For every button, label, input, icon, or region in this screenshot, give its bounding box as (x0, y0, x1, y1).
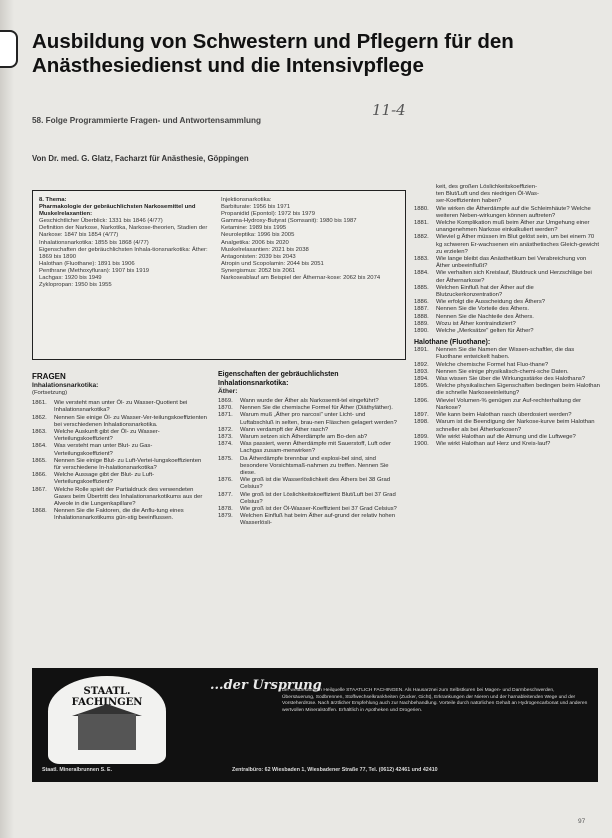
question-item (218, 441, 398, 455)
question-number: 1883. (414, 256, 429, 263)
topic-line: Geschichtlicher Überblick: 1331 bis 1846 (4/77) (39, 218, 163, 225)
topic-line: Muskelrelaxantien: 2021 bis 2038 (221, 246, 309, 253)
question-number: 1869. (218, 398, 233, 404)
question-item (32, 458, 208, 472)
question-text: Welche Aussage gibt der Blut- zu Luft-Verteilungskoeffizient? (54, 472, 155, 486)
questions-heading: FRAGEN (32, 372, 66, 381)
question-item (414, 362, 600, 369)
topic-box-left (39, 197, 219, 289)
question-number: 1897. (414, 412, 429, 419)
question-text: Wie groß ist die Wasserlöslichkeit des Äthers bei 38 Grad Celsius? (240, 477, 391, 491)
topic-subheading: Pharmakologie der gebräuchlichsten Narkosemittel und Muskelrelaxantien: (39, 204, 196, 218)
binder-tab-icon (0, 30, 18, 68)
question-text: Wie groß ist der Öl-Wasser-Koeffizient bei 37 Grad Celsius? (240, 506, 397, 513)
page-number: 97 (578, 818, 586, 825)
question-item (32, 415, 208, 429)
question-text: Welche Rolle spielt der Partialdruck des verwendeten Gases beim Übertritt des Inhalationsnarkotikums aus der Alveole in die Lungenkapillare? (54, 486, 203, 508)
question-number: 1889. (414, 320, 429, 327)
question-item (414, 347, 600, 361)
continued-line: ser-Koeffizienten haben? (436, 198, 502, 205)
question-text: Nennen Sie die Vorteile des Äthers. (436, 306, 529, 313)
question-text: Wie lange bleibt das Anästhetikum bei Verabreichung von Äther unbeeinflußt? (436, 256, 587, 270)
question-text: Wie wirkt Halothan auf Herz und Kreis-lauf? (436, 440, 551, 447)
question-text: Welche physikalischen Eigenschaften bedingen beim Halothan die schnelle Narkoseeinleitung? (436, 383, 600, 397)
question-item (414, 234, 600, 256)
ad-footer-right: Zentralbüro: 62 Wiesbaden 1, Wiesbadener Straße 77, Tel. (0612) 42461 und 42410 (232, 767, 438, 773)
question-number: 1878. (218, 506, 233, 513)
question-number: 1886. (414, 299, 429, 306)
topic-line: Atropin und Scopolamin: 2044 bis 2051 (221, 260, 324, 267)
question-text: Nennen Sie die Namen der Wissen-schaftler, die das Fluothane entwickelt haben. (436, 347, 575, 361)
question-text: Wie erfolgt die Ausscheidung des Äthers? (436, 299, 546, 306)
question-number: 1864. (32, 443, 47, 450)
topic-line: Propanidid (Epontol): 1972 bis 1979 (221, 211, 315, 218)
question-item (414, 412, 600, 419)
question-item (218, 492, 398, 506)
question-text: Nennen Sie die chemische Formel für Äther (Diäthyläther). (240, 405, 393, 412)
question-text: Wie groß ist der Löslichkeitskoeffizient Blut/Luft bei 37 Grad Celsius? (240, 491, 396, 505)
topic-line: Injektionsnarkotika: (221, 197, 272, 203)
fachingen-logo (48, 676, 166, 764)
question-text: Wie wirkt Halothan auf die Atmung und die Luftwege? (436, 433, 576, 440)
series-line: 58. Folge Programmierte Fragen- und Antwortensammlung (32, 116, 261, 125)
question-text: Wie verhalten sich Kreislauf, Blutdruck und Herzschläge bei der Äthernarkose? (436, 270, 592, 284)
topic-line: Lachgas: 1920 bis 1949 (39, 275, 102, 282)
question-number: 1872. (218, 426, 233, 433)
topic-line: Gamma-Hydroxy-Butyrat (Somsanit): 1980 bis 1987 (221, 218, 357, 225)
question-item (414, 314, 600, 321)
question-number: 1882. (414, 234, 429, 241)
question-number: 1893. (414, 368, 429, 375)
page-edge-shadow (0, 0, 14, 838)
advertisement (32, 668, 598, 782)
question-number: 1863. (32, 429, 47, 436)
section-heading: Eigenschaften der gebräuchlichsten Inhalationsnarkotika: (218, 371, 339, 387)
question-item (414, 398, 600, 412)
question-number: 1880. (414, 205, 429, 212)
question-item (414, 369, 600, 376)
column-3 (414, 184, 600, 448)
question-item (414, 256, 600, 270)
question-text: Wieviel g Äther müssen im Blut gelöst sein, um bei einem 70 kg schweren Er-wachsenen ein anästhetisches Gleich-gewicht zu erzielen? (436, 234, 600, 255)
topic-line: Halothan (Fluothane): 1891 bis 1906 (39, 260, 135, 267)
question-text: Welche Auskunft gibt der Öl- zu Wasser-Verteilungskoeffizient? (54, 429, 160, 443)
question-number: 1873. (218, 434, 233, 441)
question-number: 1899. (414, 433, 429, 440)
question-number: 1871. (218, 412, 233, 419)
topic-line: Neuroleptika: 1996 bis 2005 (221, 232, 295, 239)
ad-slogan: ...der Ursprung (210, 678, 322, 693)
topic-line: Inhalationsnarkotika: 1855 bis 1868 (4/77) (39, 239, 149, 246)
question-number: 1868. (32, 508, 47, 515)
question-text: Wann verdampft der Äther rasch? (240, 426, 329, 433)
ad-footer-left: Staatl. Mineralbrunnen S. E. (42, 767, 113, 773)
question-number: 1881. (414, 220, 429, 227)
question-number: 1874. (218, 441, 233, 448)
handwritten-note: 11-4 (372, 101, 406, 119)
question-number: 1887. (414, 306, 429, 313)
section-subheading: Inhalationsnarkotika: (32, 382, 99, 389)
question-text: Nennen Sie einige physikalisch-chemi-sche Daten. (436, 368, 569, 375)
question-text: Warum ist die Beendigung der Narkose-kurve beim Halothan schneller als bei Ätherkarkosen? (436, 419, 595, 433)
question-item (414, 376, 600, 383)
question-item (414, 285, 600, 299)
question-list (32, 400, 208, 522)
question-text: Wieviel Volumen-% genügen zur Auf-rechterhaltung der Narkose? (436, 397, 582, 411)
question-number: 1890. (414, 328, 429, 335)
topic-line: Barbiturate: 1956 bis 1971 (221, 204, 291, 211)
question-text: Wie versteht man unter Öl- zu Wasser-Quotient bei Inhalationsnarkotika? (54, 400, 188, 414)
question-text: Da Ätherdämpfe brennbar und explosi-bel sind, sind besondere Vorsichtsmaß-nahmen zu treffen. Nennen Sie diese. (240, 455, 389, 477)
section-subheading: Äther: (218, 388, 238, 395)
question-item (32, 429, 208, 443)
page-title (32, 30, 592, 78)
question-number: 1895. (414, 383, 429, 390)
question-item (32, 400, 208, 414)
topic-line: Zyklopropan: 1950 bis 1955 (39, 282, 112, 289)
topic-heading: 8. Thema: (39, 197, 67, 203)
question-item (414, 328, 600, 335)
question-text: Was wissen Sie über die Wirkungsstärke des Halothans? (436, 376, 586, 383)
question-number: 1891. (414, 347, 429, 354)
question-item (32, 443, 208, 457)
question-text: Nennen Sie die Nachteile des Äthers. (436, 313, 534, 320)
question-item (218, 477, 398, 491)
question-text: Welche chemische Formel hat Fluo-thane? (436, 361, 549, 368)
question-text: Welchen Einfluß hat der Äther auf die Blutzuckerkonzentration? (436, 284, 534, 299)
author-line: Von Dr. med. G. Glatz, Facharzt für Anästhesie, Göppingen (32, 154, 249, 163)
question-text: Welche Komplikation muß beim Äther zur Umgehung einer unangenehmen Narkose einkalkuliert werden? (436, 220, 590, 234)
column-1 (32, 372, 208, 523)
question-text: Warum setzen sich Ätherdämpfe am Bo-den ab? (240, 434, 368, 441)
question-item (218, 456, 398, 478)
section-note: (Fortsetzung) (32, 390, 68, 396)
question-number: 1879. (218, 513, 233, 520)
question-item (414, 383, 600, 397)
continued-text (414, 184, 600, 206)
topic-line: Penthrane (Methoxyfluran): 1907 bis 1919 (39, 267, 150, 274)
question-list (414, 206, 600, 336)
question-item (414, 306, 600, 313)
question-number: 1866. (32, 472, 47, 479)
question-item (414, 270, 600, 284)
question-item (414, 321, 600, 328)
topic-line: Analgetika: 2006 bis 2020 (221, 239, 289, 246)
question-text: Welchen Einfluß hat beim Äther auf-grund der relativ hohen Wasserlösli- (240, 513, 396, 527)
topic-box (32, 190, 406, 360)
topic-line: Synergismus: 2052 bis 2061 (221, 267, 296, 274)
question-number: 1900. (414, 440, 429, 447)
ad-body: der weltbekannten Heilquelle STAATLICH FACHINGEN. Als Hausarznei zum Selbstkuren bei Magen- und Darmbeschwerden, Übersäuerung, Sodbrennen, Stoffwechselkrankheiten (Zucker, Gicht), Erkrankungen der Nieren und der harnableitenden Wege und der Vorsteherdrüse. Nach ärztlicher Empfehlung auch zur Nachbehandlung. Vorteile durch natürlichen Gehalt an Hydrogencarbonat und anderen wertvollen Mineralstoffen. Erhältlich in Apotheken und Drogerien. (282, 688, 588, 713)
question-number: 1862. (32, 414, 47, 421)
question-number: 1870. (218, 405, 233, 412)
topic-line: Antagonisten: 2039 bis 2043 (221, 253, 296, 260)
question-number: 1894. (414, 376, 429, 383)
question-text: Wie wirken die Ätherdämpfe auf die Schleimhäute? Welche weiteren Neben-wirkungen können auftreten? (436, 205, 591, 219)
question-item (414, 220, 600, 234)
question-list (218, 398, 398, 528)
logo-text: STAATL. FACHINGEN (71, 686, 143, 708)
continued-line: ten Blut/Luft und des niedrigen Öl-Was- (436, 191, 539, 198)
question-text: Welche „Merksätze" gelten für Äther? (436, 328, 534, 335)
question-text: Wann wurde der Äther als Narkosemit-tel eingeführt? (240, 398, 379, 404)
question-number: 1861. (32, 400, 47, 407)
question-number: 1892. (414, 361, 429, 368)
title-line-2: Anästhesiedienst und die Intensivpflege (32, 54, 424, 77)
question-list (414, 347, 600, 448)
question-item (414, 206, 600, 220)
question-number: 1884. (414, 270, 429, 277)
continued-line: keit, des großen Löslichkeitskoeffizien- (436, 184, 538, 190)
question-item (32, 487, 208, 509)
topic-box-right (221, 197, 401, 282)
question-item (32, 508, 208, 522)
question-number: 1888. (414, 313, 429, 320)
question-number: 1896. (414, 397, 429, 404)
topic-line: Ketamine: 1989 bis 1995 (221, 225, 287, 232)
topic-line: Narkoseablauf am Beispiel der Äthernar-kose: 2062 bis 2074 (221, 275, 381, 282)
column-2 (218, 370, 398, 528)
question-text: Wozu ist Äther kontraindiziert? (436, 320, 516, 327)
question-number: 1867. (32, 486, 47, 493)
topic-line: Eigenschaften der gebräuchlichsten Inhala-tionsnarkotika: Äther: 1869 bis 1890 (39, 246, 208, 260)
section-heading: Halothane (Fluothane): (414, 339, 491, 347)
question-number: 1885. (414, 284, 429, 291)
question-item (414, 419, 600, 433)
question-text: Nennen Sie die Faktoren, die die Anflu-tung eines Inhalationsnarkotikums gün-stig beeinflussen. (54, 508, 184, 522)
question-number: 1877. (218, 491, 233, 498)
question-item (414, 441, 600, 448)
building-icon (78, 714, 136, 750)
question-item (218, 513, 398, 527)
topic-line: Definition der Narkose, Narkotika, Narkose-theorien, Stadien der Narkose: 1847 bis 1854 (4/77) (39, 225, 208, 239)
title-line-1: Ausbildung von Schwestern und Pflegern für den (32, 30, 514, 53)
question-item (218, 412, 398, 426)
question-text: Nennen Sie einige Öl- zu Wasser-Ver-teilungskoeffizienten bei verschiedenen Inhalationsnarkotika. (54, 414, 207, 428)
question-text: Was passiert, wenn Ätherdämpfe mit Sauerstoff, Luft oder Lachgas zusam-menwirken? (240, 441, 391, 455)
question-item (32, 472, 208, 486)
question-item (218, 427, 398, 434)
question-text: Nennen Sie einige Blut- zu Luft-Vertei-lungskoeffizienten für verschiedene In-halationsnarkotika? (54, 457, 202, 472)
question-text: Warum muß „Äther pro narcosi" unter Licht- und Luftabschluß in selten, brau-nen Fläschen gelagert werden? (240, 412, 397, 426)
question-number: 1875. (218, 455, 233, 462)
question-item (414, 434, 600, 441)
question-number: 1898. (414, 419, 429, 426)
question-number: 1865. (32, 457, 47, 464)
question-text: Wie kann beim Halothan rasch überdosiert werden? (436, 412, 572, 419)
question-text: Was versteht man unter Blut- zu Gas-Verteilungskoeffizient? (54, 443, 153, 457)
question-number: 1876. (218, 477, 233, 484)
